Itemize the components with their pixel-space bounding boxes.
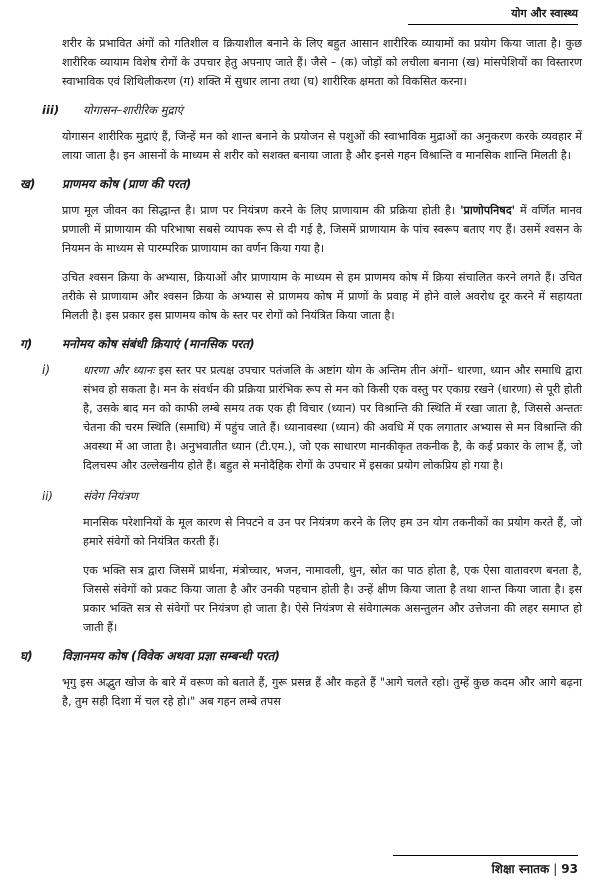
paragraph-bhrigu: भृगु इस अद्भुत खोज के बारे में वरूण को बताते हैं, गुरू प्रसन्न हैं और कहते हैं "आगे चलते रहो। तुम्हें कुछ कदम और आगे बढ़ना है, तुम सही दिशा में चल रहे हो।" अब गहन लम्बे तपस	[62, 676, 582, 708]
subheading-emotion-control	[42, 487, 582, 505]
heading-pranamaya-kosha	[20, 175, 582, 193]
heading-title: मनोमय कोष संबंधी क्रियाएं (मानसिक परत)	[62, 337, 255, 351]
paragraph-yogasana: योगासन शारीरिक मुद्राएं हैं, जिन्हें मन को शान्त बनाने के प्रयोजन से पशुओं की स्वाभाविक मुद्राओं का अनुकरण करके व्यवहार में लाया जाता है। इन आसनों के माध्यम से शरीर को सशक्त बनाया जाता है और इनसे गहन विश्रान्ति व मानसिक शान्ति मिलती है।	[62, 130, 582, 162]
paragraph-mental-problems: मानसिक परेशानियों के मूल कारण से निपटने व उन पर नियंत्रण करने के लिए हम उन योग तकनीकों का प्रयोग करते हैं, जो हमारे संवेगों को नियंत्रित करती हैं।	[83, 516, 582, 548]
heading-marker: ख)	[20, 177, 36, 191]
paragraph-breathing: उचित श्वसन क्रिया के अभ्यास, क्रियाओं और प्राणायाम के माध्यम से हम प्राणमय कोष में क्रिया संचालित करने लगते हैं। उचित तरीके से प्राणायाम और श्वसन क्रिया के अभ्यास से प्राणमय कोष में प्राणों के प्रवाह में होने वाले अवरोध दूर करने में सहायता मिलती है। इस प्रकार इस प्राणमय कोष के स्तर पर रोगों को नियंत्रित किया जाता है।	[62, 271, 582, 322]
footer-separator: |	[553, 862, 558, 876]
text-run: इस स्तर पर प्रत्यक्ष उपचार पतंजलि के अष्टांग योग के अन्तिम तीन अंगों– धारणा, ध्यान और समाधि द्वारा संभव हो सकता है। मन के संवर्धन की प्रक्रिया प्रारंभिक रूप से मन को किसी एक वस्तु पर एकाग्र रखने (धारणा) से पूरी होती है, उसके बाद मन को काफी लम्बे समय तक एक ही विचार (ध्यान) पर विश्रान्ति की स्थिति में रखा जाता है, जिससे अन्ततः चेतना की चरम स्थिति (समाधि) में पहुंच जाते हैं। ध्यानावस्था (ध्यान) की अवधि में एक लगातार अभ्यास से मन विश्रान्ति की अवस्था में आ जाता है। अनुभवातीत ध्यान (टी.एम.), जो एक साधारण मानकीकृत तकनीक है, के कई प्रकार के लाभ हैं, जो दिलचस्प और उल्लेखनीय होते हैं। बहुत से मनोदैहिक रोगों के उपचार में इसका प्रयोग लोकप्रिय हो गया है।	[83, 364, 582, 472]
subheading-marker: ii)	[42, 489, 53, 503]
item-lead: धारणा और ध्यानः	[83, 364, 155, 377]
subheading-title: संवेग नियंत्रण	[83, 489, 138, 503]
heading-title: विज्ञानमय कोष (विवेक अथवा प्रज्ञा सम्बन्धी परत)	[62, 649, 280, 663]
item-marker: i)	[42, 363, 51, 377]
text-run: प्राण मूल जीवन का सिद्धान्त है। प्राण पर नियंत्रण करने के लिए प्राणायाम की प्रक्रिया होती है।	[62, 204, 456, 217]
heading-manomaya-kosha	[20, 335, 582, 353]
book-title: शिक्षा स्नातक	[491, 862, 550, 876]
paragraph-dharana	[83, 361, 582, 475]
text-bold: 'प्राणोपनिषद'	[460, 204, 516, 217]
paragraph-prana	[62, 201, 582, 258]
heading-marker: ग)	[20, 337, 33, 351]
page-footer	[393, 855, 578, 877]
paragraph-physical-exercise: शरीर के प्रभावित अंगों को गतिशील व क्रियाशील बनाने के लिए बहुत आसान शारीरिक व्यायामों का प्रयोग किया जाता है। कुछ शारीरिक व्यायाम विशेष रोगों के उपचार हेतु अपनाए जाते हैं। जैसे – (क) जोड़ों को लचीला बनाना (ख) मांसपेशियों का विस्तारण स्वाभाविक एवं शिथिलीकरण (ग) शक्ति में सुधार लाना तथा (घ) शारीरिक क्षमता को विकसित करना।	[62, 37, 582, 88]
page-number: 93	[561, 862, 578, 876]
heading-title: प्राणमय कोष (प्राण की परत)	[62, 177, 192, 191]
running-head: योग और स्वास्थ्य	[408, 6, 578, 25]
subheading-yogasana	[42, 101, 582, 119]
subheading-title: योगासन–शारीरिक मुद्राएं	[83, 103, 183, 117]
text-run: में वर्णित मानव प्रणाली में प्राणायाम की परिभाषा सबसे व्यापक रूप से दी गई है, जिसमें प्राणायाम के पांच स्वरूप बताए गए हैं। उसमें श्वसन के नियमन के माध्यम से पारम्परिक प्राणायाम का वर्णन किया गया है।	[62, 204, 583, 255]
heading-vijnanamaya-kosha	[20, 647, 582, 665]
page-body	[20, 34, 582, 721]
paragraph-bhakti-session: एक भक्ति सत्र द्वारा जिसमें प्रार्थना, मंत्रोच्चार, भजन, नामावली, धुन, स्रोत का पाठ होता है, एक ऐसा वातावरण बनता है, जिससे संवेगों को प्रकट किया जाता है और उनकी पहचान होती है। उन्हें क्षीण किया जाता है तथा शान्त किया जाता है। इस प्रकार भक्ति सत्र से संवेगों पर नियंत्रण हो जाता है। ऐसे नियंत्रण से संवेगात्मक असन्तुलन और उत्तेजना की लहर समाप्त हो जाती हैं।	[83, 564, 582, 634]
subheading-marker: iii)	[42, 103, 60, 117]
item-dharana-dhyana	[42, 361, 582, 475]
heading-marker: घ)	[20, 649, 33, 663]
